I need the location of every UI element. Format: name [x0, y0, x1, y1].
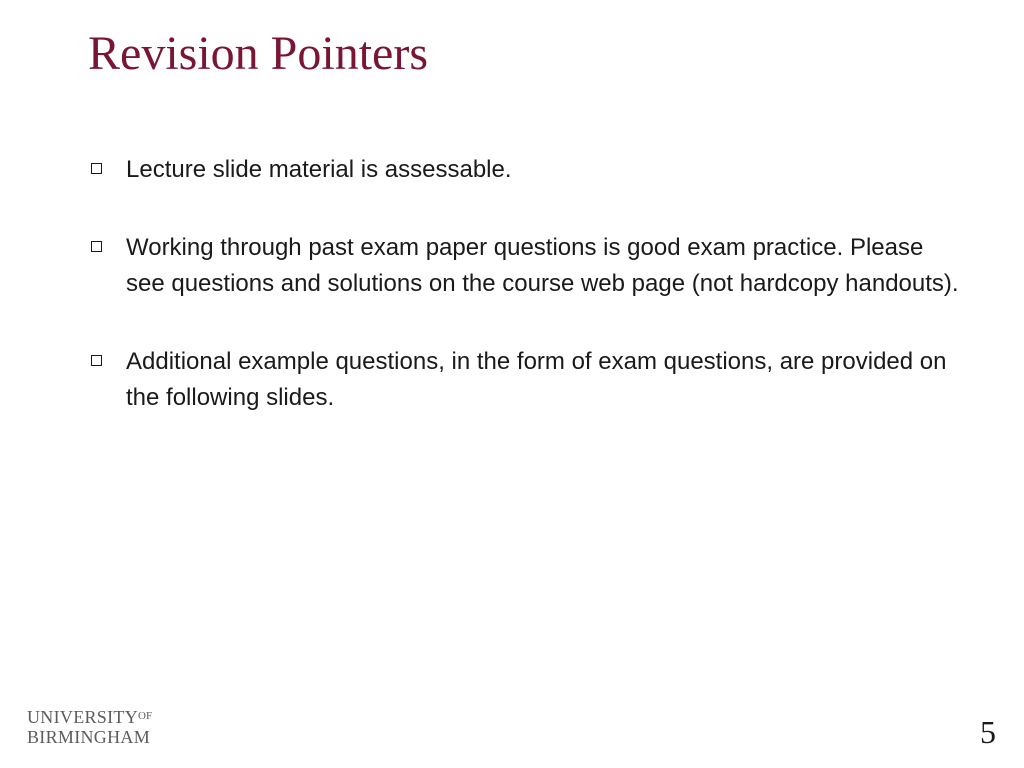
bullet-item — [88, 230, 968, 302]
logo-birmingham-text: BIRMINGHAM — [27, 727, 151, 747]
hollow-square-icon — [91, 241, 102, 252]
hollow-square-icon — [91, 355, 102, 366]
page-number: 5 — [980, 714, 996, 750]
logo-university-text: UNIVERSITY — [27, 707, 138, 727]
university-logo — [27, 707, 152, 747]
slide-title: Revision Pointers — [88, 27, 429, 80]
bullet-text: Working through past exam paper questions is good exam practice. Please see questions and solutions on the course web page (not hardcopy handouts). — [126, 234, 959, 297]
bullet-item — [88, 344, 968, 416]
hollow-square-icon — [91, 163, 102, 174]
bullet-list — [88, 152, 968, 458]
logo-of-text: OF — [138, 710, 153, 722]
bullet-text: Lecture slide material is assessable. — [126, 156, 512, 183]
bullet-item — [88, 152, 968, 188]
bullet-text: Additional example questions, in the form of exam questions, are provided on the following slides. — [126, 348, 947, 411]
logo-line-1 — [27, 707, 152, 727]
